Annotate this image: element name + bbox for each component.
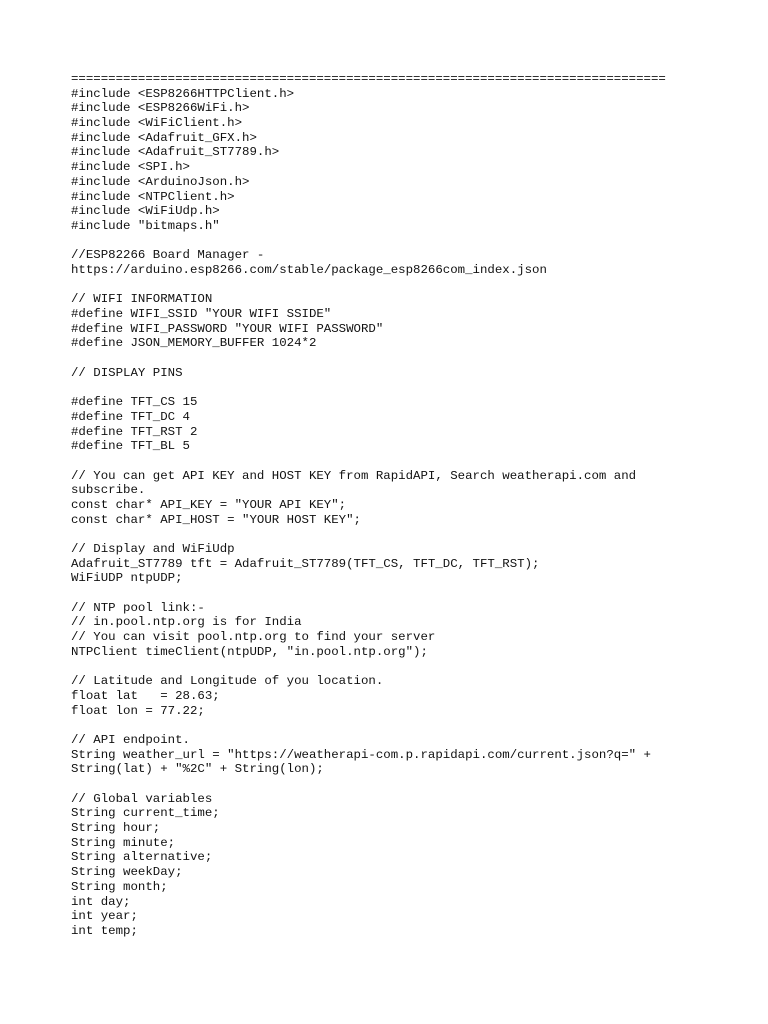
code-line: #define TFT_CS 15 (71, 395, 198, 410)
code-line: #include <Adafruit_GFX.h> (71, 130, 257, 145)
code-line: // Display and WiFiUdp (71, 542, 235, 556)
code-line: String(lat) + "%2C" + String(lon); (71, 762, 324, 777)
code-line: // You can get API KEY and HOST KEY from RapidAPI, Search weatherapi.com and (71, 468, 637, 483)
code-line: const char* API_HOST = "YOUR HOST KEY"; (71, 512, 361, 527)
code-line: String minute; (71, 835, 176, 850)
blank-line (71, 278, 711, 293)
code-line: #define JSON_MEMORY_BUFFER 1024*2 (71, 336, 317, 351)
code-line: #include "bitmaps.h" (71, 218, 220, 233)
code-line: #include <NTPClient.h> (71, 189, 235, 204)
blank-line (71, 454, 711, 469)
code-line: // Latitude and Longitude of you location. (71, 674, 384, 689)
code-line: String current_time; (71, 806, 220, 821)
code-line: int year; (71, 909, 138, 924)
code-line: #define WIFI_PASSWORD "YOUR WIFI PASSWORD" (71, 321, 384, 336)
code-line: String alternative; (71, 850, 213, 865)
code-line: // You can visit pool.ntp.org to find your server (71, 630, 436, 645)
code-line: float lon = 77.22; (71, 703, 205, 718)
code-line: WiFiUDP ntpUDP; (71, 571, 183, 586)
code-line: #include <WiFiClient.h> (71, 116, 243, 131)
code-line: #include <ArduinoJson.h> (71, 174, 250, 189)
blank-line (71, 234, 711, 249)
code-line: #define TFT_RST 2 (71, 424, 198, 439)
blank-line (71, 380, 711, 395)
blank-line (71, 660, 711, 675)
code-line: #define WIFI_SSID "YOUR WIFI SSIDE" (71, 307, 332, 321)
code-line: NTPClient timeClient(ntpUDP, "in.pool.ntp.org"); (71, 644, 428, 659)
code-line: subscribe. (71, 483, 146, 498)
code-line: // DISPLAY PINS (71, 365, 183, 380)
blank-line (71, 351, 711, 366)
code-line: String month; (71, 879, 168, 894)
code-line: String weather_url = "https://weatherapi-com.p.rapidapi.com/current.json?q=" + (71, 747, 651, 762)
code-line: String hour; (71, 821, 161, 836)
code-listing (71, 72, 711, 939)
blank-line (71, 777, 711, 792)
code-line: int temp; (71, 923, 138, 938)
blank-line (71, 718, 711, 733)
code-line: // API endpoint. (71, 732, 190, 747)
code-line: //ESP82266 Board Manager - (71, 248, 265, 263)
code-line: #define TFT_BL 5 (71, 439, 190, 454)
code-line: Adafruit_ST7789 tft = Adafruit_ST7789(TFT_CS, TFT_DC, TFT_RST); (71, 556, 540, 571)
code-line: #include <SPI.h> (71, 160, 190, 175)
code-line: String weekDay; (71, 865, 183, 880)
code-line: ================================================================================ (71, 72, 666, 86)
code-line: https://arduino.esp8266.com/stable/package_esp8266com_index.json (71, 262, 547, 277)
code-line: // in.pool.ntp.org is for India (71, 615, 302, 630)
code-line: #include <ESP8266WiFi.h> (71, 101, 250, 116)
code-line: #include <WiFiUdp.h> (71, 204, 220, 219)
code-line: const char* API_KEY = "YOUR API KEY"; (71, 497, 347, 512)
blank-line (71, 586, 711, 601)
code-line: // NTP pool link:- (71, 600, 205, 615)
blank-line (71, 527, 711, 542)
code-line: int day; (71, 894, 131, 909)
code-line: // WIFI INFORMATION (71, 292, 213, 307)
code-line: #include <Adafruit_ST7789.h> (71, 145, 280, 160)
code-line: #define TFT_DC 4 (71, 409, 190, 424)
code-line: float lat = 28.63; (71, 688, 220, 703)
code-line: // Global variables (71, 791, 213, 806)
code-line: #include <ESP8266HTTPClient.h> (71, 86, 295, 101)
